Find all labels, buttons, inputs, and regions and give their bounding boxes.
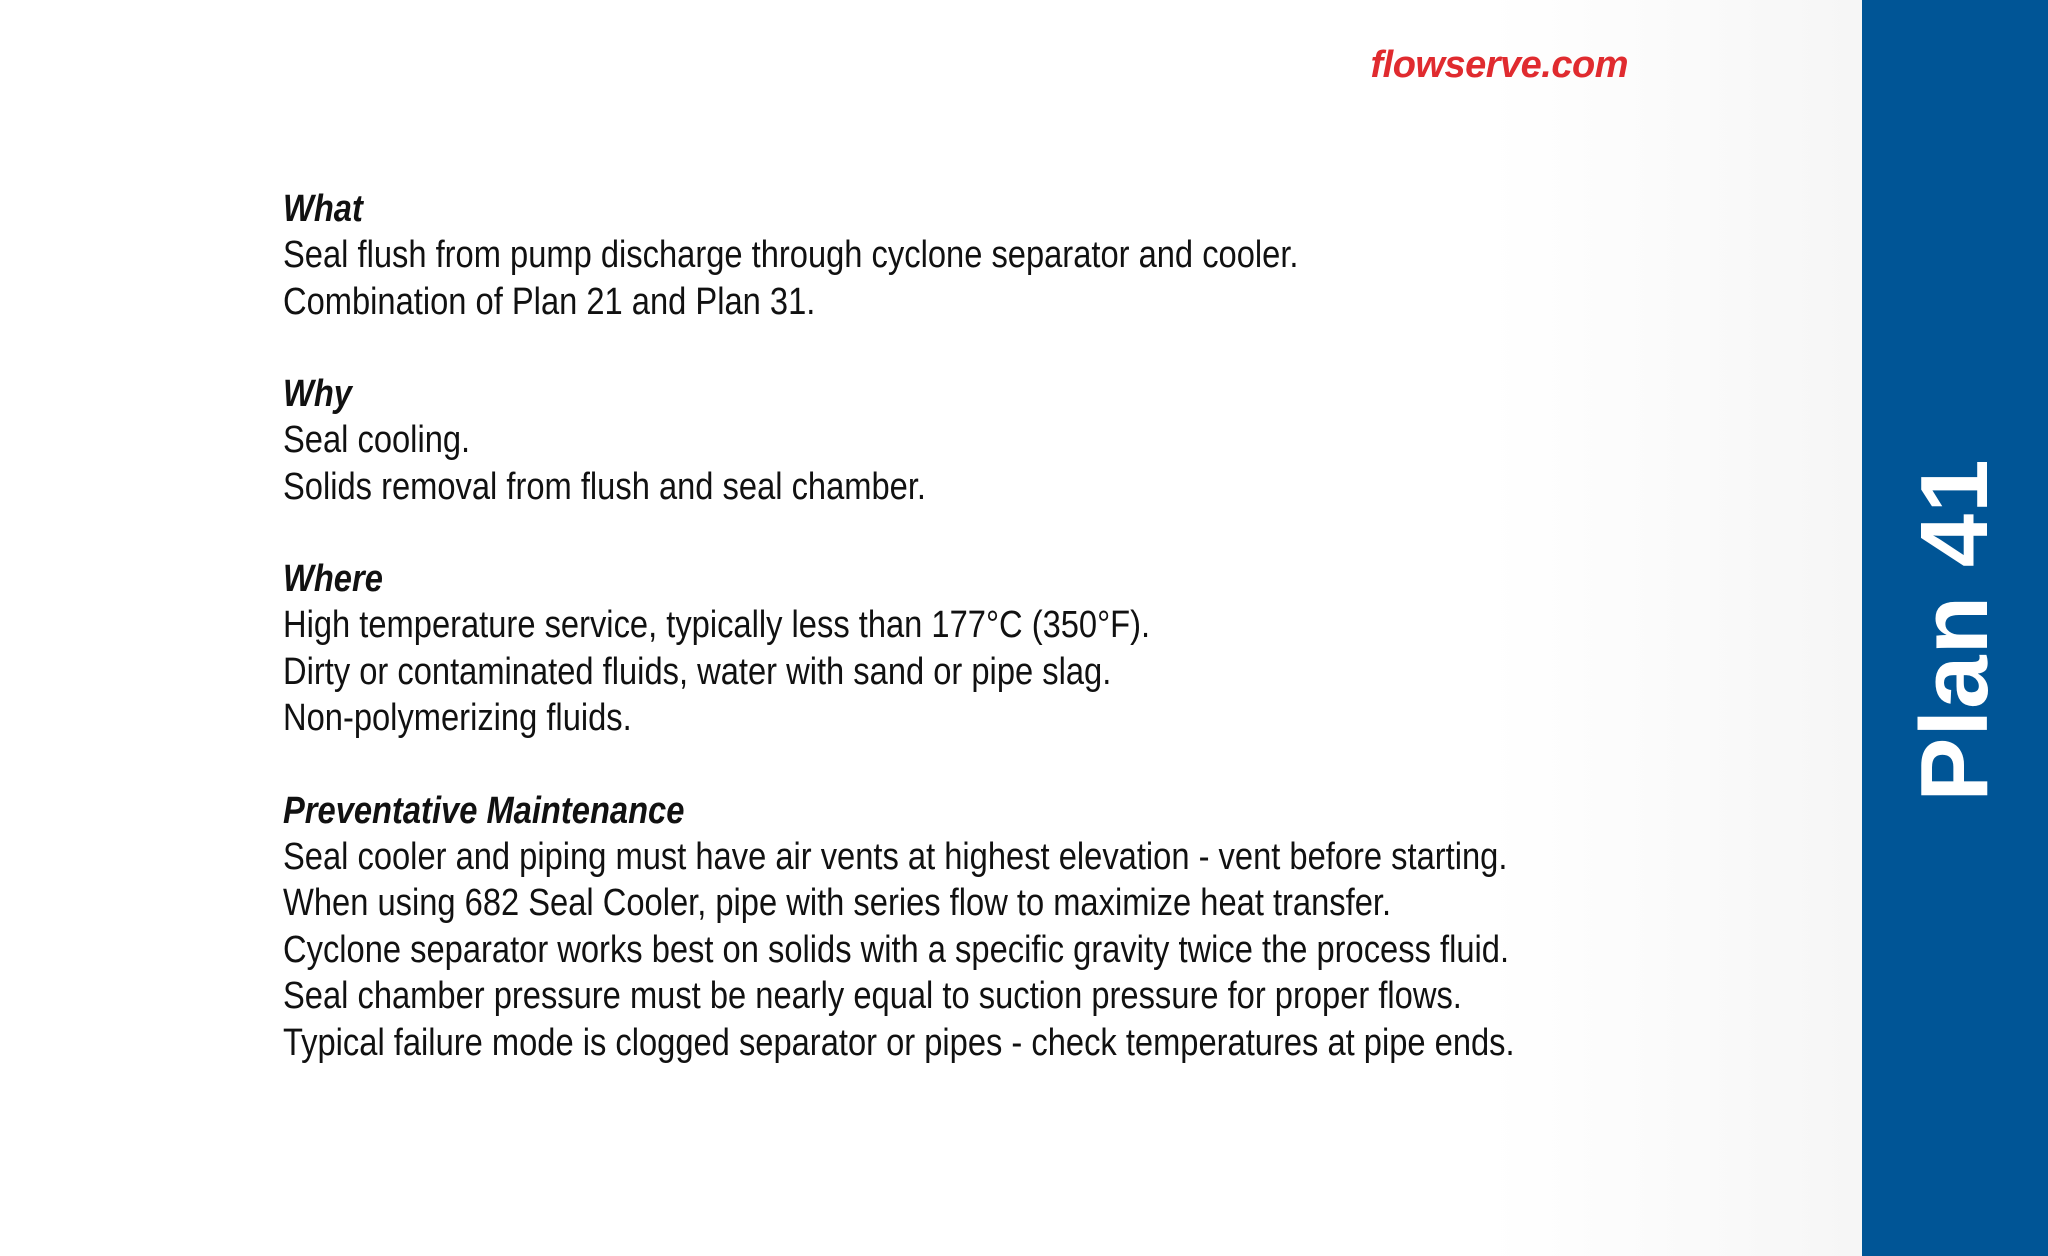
plan-title: Plan 41 — [1901, 458, 2008, 802]
section-heading-why: Why — [283, 373, 352, 415]
section-line: Typical failure mode is clogged separator or pipes - check temperatures at pipe ends. — [283, 1021, 1515, 1064]
section-heading-what: What — [283, 188, 363, 230]
section-what — [283, 186, 1733, 325]
section-line: Non-polymerizing fluids. — [283, 697, 632, 739]
section-heading-where: Where — [283, 558, 383, 600]
section-line: When using 682 Seal Cooler, pipe with series flow to maximize heat transfer. — [283, 882, 1392, 924]
section-where — [283, 556, 1733, 742]
section-line: Solids removal from flush and seal chamber. — [283, 465, 927, 508]
plan-content — [283, 186, 1733, 1112]
section-line: Cyclone separator works best on solids with a specific gravity twice the process fluid. — [283, 928, 1510, 971]
section-line: Dirty or contaminated fluids, water with sand or pipe slag. — [283, 650, 1112, 693]
section-line: High temperature service, typically less than 177°C (350°F). — [283, 604, 1151, 646]
plan-side-tab — [1862, 0, 2048, 1256]
section-line: Seal cooling. — [283, 419, 471, 461]
site-link[interactable]: flowserve.com — [1370, 44, 1628, 86]
section-heading-maintenance: Preventative Maintenance — [283, 789, 685, 832]
section-line: Seal flush from pump discharge through cyclone separator and cooler. — [283, 234, 1299, 276]
section-why — [283, 371, 1733, 510]
section-line: Combination of Plan 21 and Plan 31. — [283, 280, 816, 323]
section-line: Seal chamber pressure must be nearly equal to suction pressure for proper flows. — [283, 975, 1462, 1017]
section-line: Seal cooler and piping must have air vents at highest elevation - vent before starting. — [283, 835, 1508, 878]
section-maintenance — [283, 788, 1733, 1067]
